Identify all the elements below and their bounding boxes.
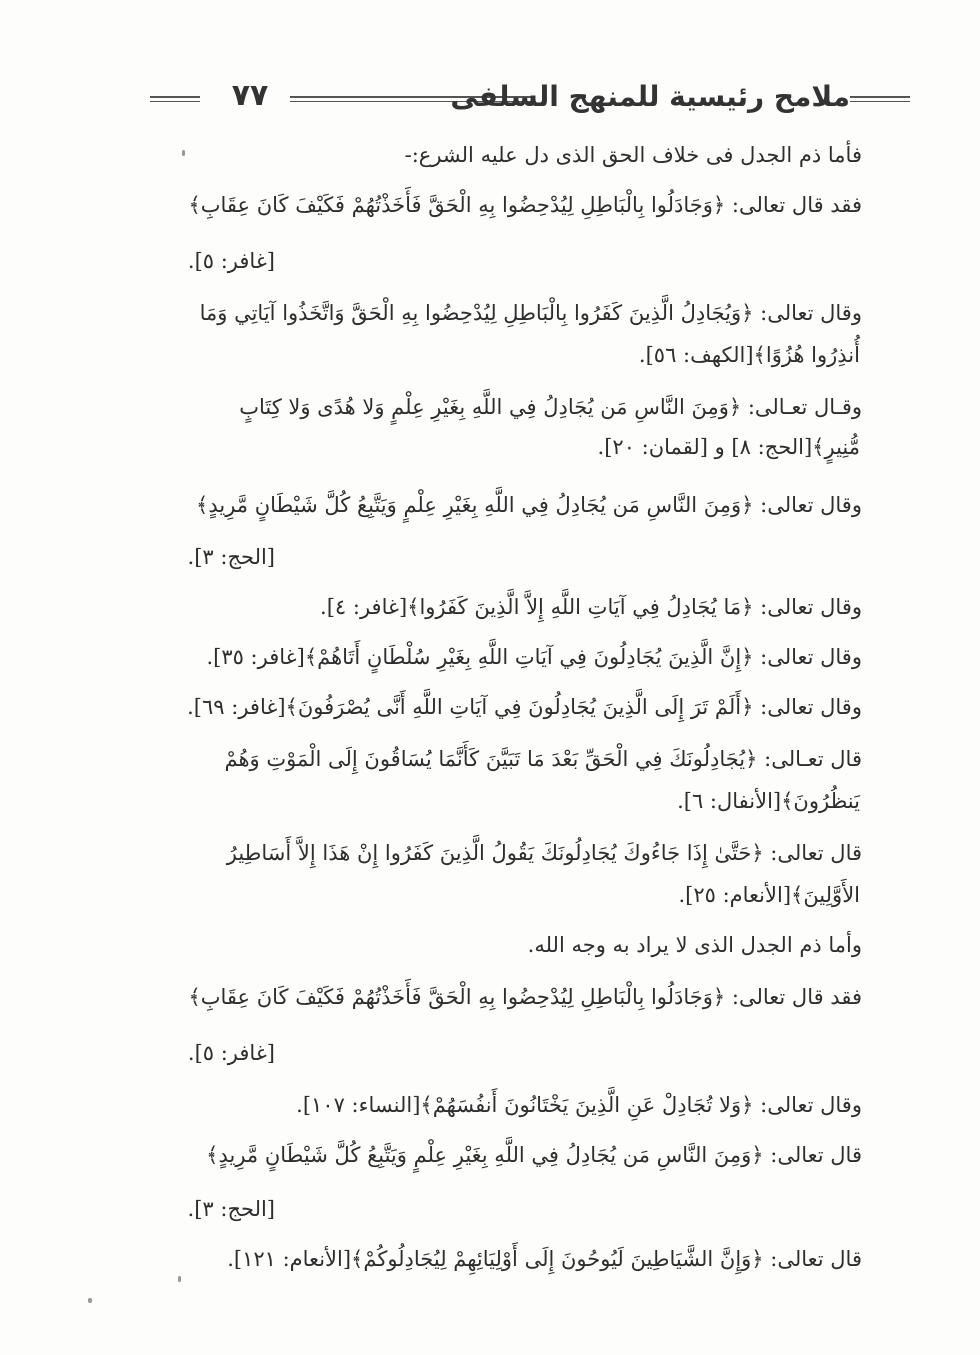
citation-line: [غافر: ٥]. xyxy=(187,1041,275,1065)
paragraph-line: فأما ذم الجدل فى خلاف الحق الذى دل عليه الشرع:- xyxy=(404,143,862,167)
paragraph-line: قال تعالى: ﴿حَتَّىٰ إِذَا جَاءُوكَ يُجَادِلُونَكَ يَقُولُ الَّذِينَ كَفَرُوا إِنْ هَذَا إِلاَّ أَسَاطِيرُ xyxy=(226,841,862,865)
citation-line: [غافر: ٥]. xyxy=(187,249,275,273)
paragraph-line: الأَوَّلِينَ﴾[الأنعام: ٢٥]. xyxy=(678,883,860,907)
paragraph-line: وأما ذم الجدل الذى لا يراد به وجه الله. xyxy=(527,933,862,957)
paragraph-line: وقال تعالى: ﴿وَلا تُجَادِلْ عَنِ الَّذِينَ يَخْتَانُونَ أَنفُسَهُمْ﴾[النساء: ١٠٧]. xyxy=(296,1093,862,1117)
citation-line: [الحج: ٣]. xyxy=(187,1197,275,1221)
paragraph-line: وقال تعالى: ﴿إِنَّ الَّذِينَ يُجَادِلُونَ فِي آيَاتِ اللَّهِ بِغَيْرِ سُلْطَانٍ أَتَاهُمْ﴾[غافر: ٣٥]. xyxy=(206,645,862,669)
paragraph-line: قال تعـالى: ﴿يُجَادِلُونَكَ فِي الْحَقِّ بَعْدَ مَا تَبَيَّنَ كَأَنَّمَا يُسَاقُونَ إِلَى الْمَوْتِ وَهُمْ xyxy=(224,747,862,771)
scan-speck xyxy=(178,1276,181,1282)
paragraph-line: وقال تعالى: ﴿وَمِنَ النَّاسِ مَن يُجَادِلُ فِي اللَّهِ بِغَيْرِ عِلْمٍ وَيَتَّبِعُ كُلَّ شَيْطَانٍ مَّرِيدٍ﴾ xyxy=(196,493,862,517)
paragraph-line: وقال تعالى: ﴿وَيُجَادِلُ الَّذِينَ كَفَرُوا بِالْبَاطِلِ لِيُدْحِضُوا بِهِ الْحَقَّ وَاتَّخَذُوا آيَاتِي وَمَا xyxy=(199,301,862,325)
scan-speck xyxy=(182,150,185,156)
scan-speck xyxy=(88,1298,92,1303)
paragraph-line: مُّنِيرٍ﴾[الحج: ٨] و [لقمان: ٢٠]. xyxy=(597,435,860,459)
paragraph-line: يَنظُرُونَ﴾[الأنفال: ٦]. xyxy=(677,789,860,813)
paragraph-line: وقال تعالى: ﴿مَا يُجَادِلُ فِي آيَاتِ اللَّهِ إِلاَّ الَّذِينَ كَفَرُوا﴾[غافر: ٤]. xyxy=(320,595,862,619)
paragraph-line: فقد قال تعالى: ﴿وَجَادَلُوا بِالْبَاطِلِ لِيُدْحِضُوا بِهِ الْحَقَّ فَأَخَذْتُهُمْ فَكَيْفَ كَانَ عِقَابِ﴾ xyxy=(188,193,862,217)
page-number: ٧٧ xyxy=(231,78,269,113)
paragraph-line: قال تعالى: ﴿وَإِنَّ الشَّيَاطِينَ لَيُوحُونَ إِلَى أَوْلِيَائِهِمْ لِيُجَادِلُوكُمْ﴾[الأنعام: ١٢١]. xyxy=(227,1247,862,1271)
paragraph-line: وقال تعالى: ﴿أَلَمْ تَرَ إِلَى الَّذِينَ يُجَادِلُونَ فِي آيَاتِ اللَّهِ أَنَّى يُصْرَفُونَ﴾[غافر: ٦٩]. xyxy=(187,695,862,719)
citation-line: [الحج: ٣]. xyxy=(187,545,275,569)
paragraph-line: وقـال تعـالى: ﴿وَمِنَ النَّاسِ مَن يُجَادِلُ فِي اللَّهِ بِغَيْرِ عِلْمٍ وَلا هُدًى وَلا كِتَابٍ xyxy=(239,395,862,419)
paragraph-line: قال تعالى: ﴿وَمِنَ النَّاسِ مَن يُجَادِلُ فِي اللَّهِ بِغَيْرِ عِلْمٍ وَيَتَّبِعُ كُلَّ شَيْطَانٍ مَّرِيدٍ﴾ xyxy=(206,1143,862,1167)
paragraph-line: فقد قال تعالى: ﴿وَجَادَلُوا بِالْبَاطِلِ لِيُدْحِضُوا بِهِ الْحَقَّ فَأَخَذْتُهُمْ فَكَيْفَ كَانَ عِقَابِ﴾ xyxy=(188,985,862,1009)
running-title: ملامح رئيسية للمنهج السلفى xyxy=(450,80,850,113)
paragraph-line: أُنذِرُوا هُزُوًا﴾[الكهف: ٥٦]. xyxy=(638,343,860,367)
